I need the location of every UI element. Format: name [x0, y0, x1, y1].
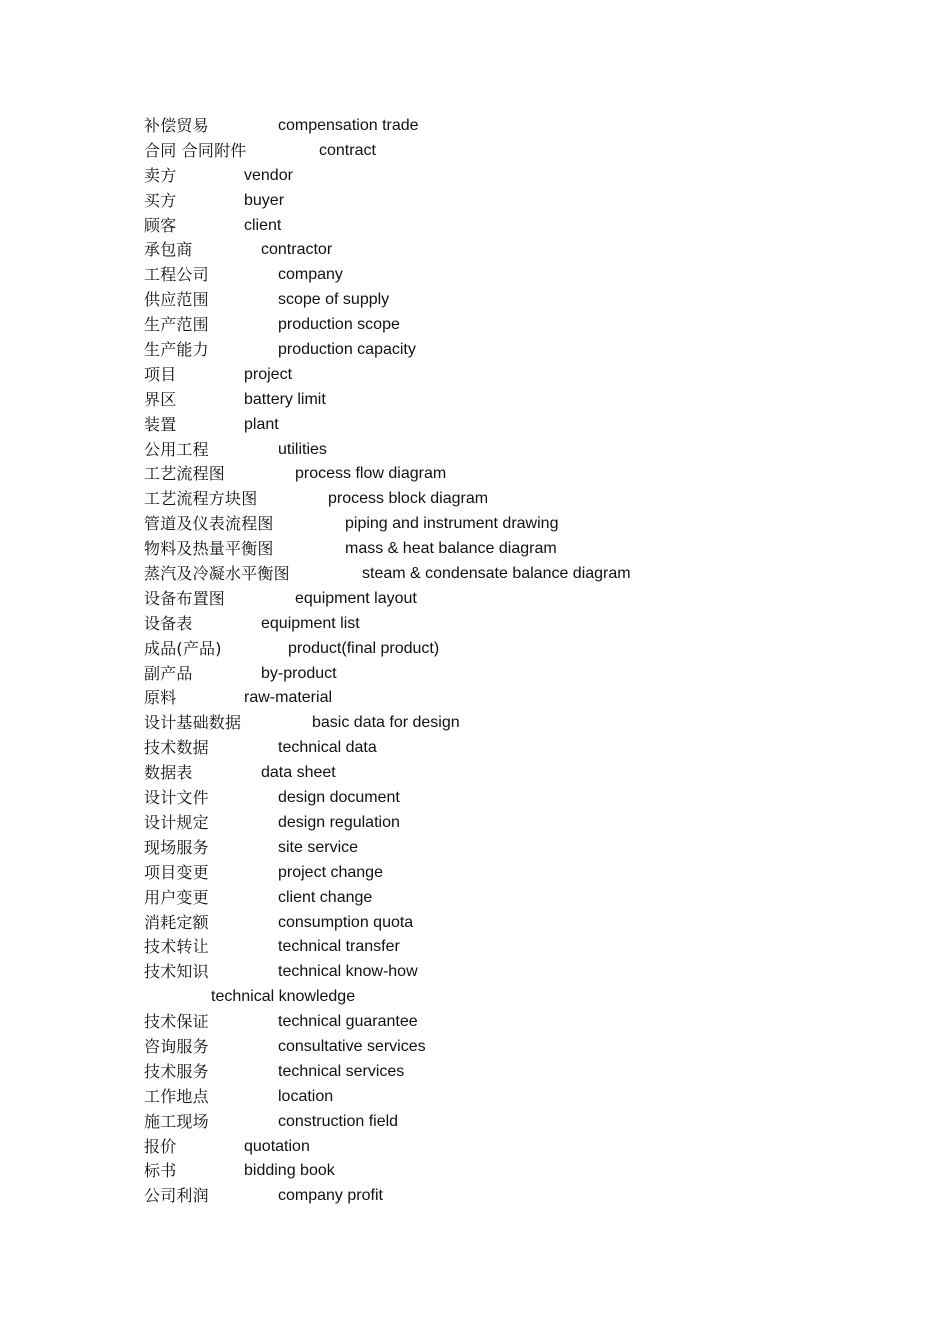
chinese-term: 成品(产品) — [144, 638, 222, 658]
glossary-entry — [144, 462, 844, 487]
english-term: vendor — [244, 166, 293, 184]
chinese-term: 技术知识 — [144, 962, 209, 982]
english-term: technical data — [278, 739, 377, 757]
chinese-term: 公用工程 — [144, 439, 209, 459]
chinese-term: 工作地点 — [144, 1086, 209, 1106]
glossary-entry — [144, 164, 844, 189]
chinese-term: 物料及热量平衡图 — [144, 539, 274, 559]
chinese-term: 技术转让 — [144, 937, 209, 957]
english-term: equipment layout — [295, 589, 417, 607]
chinese-term: 生产范围 — [144, 315, 209, 335]
english-term: scope of supply — [278, 291, 390, 309]
english-term: project — [244, 365, 293, 383]
chinese-term: 项目变更 — [144, 862, 209, 882]
chinese-term: 设计文件 — [144, 788, 209, 808]
glossary-entry — [144, 587, 844, 612]
glossary-entry — [144, 637, 844, 662]
chinese-term: 装置 — [144, 414, 177, 434]
glossary-entry — [144, 960, 844, 985]
english-term: quotation — [244, 1137, 310, 1155]
glossary-entry — [144, 413, 844, 438]
chinese-term: 咨询服务 — [144, 1036, 209, 1056]
glossary-entry — [144, 1135, 844, 1160]
english-term: project change — [278, 863, 383, 881]
glossary-entry — [144, 662, 844, 687]
chinese-term: 用户变更 — [144, 887, 209, 907]
english-term: company — [278, 266, 343, 284]
english-term: process flow diagram — [295, 465, 447, 483]
chinese-term: 卖方 — [144, 165, 177, 185]
chinese-term: 设计基础数据 — [144, 713, 242, 733]
english-term: by-product — [261, 664, 337, 682]
chinese-term: 补偿贸易 — [144, 116, 209, 135]
chinese-term: 现场服务 — [144, 837, 209, 857]
english-term: process block diagram — [328, 490, 489, 508]
glossary-entry — [144, 1085, 844, 1110]
english-term-continuation: technical knowledge — [211, 988, 356, 1006]
glossary-entry — [144, 811, 844, 836]
english-term: basic data for design — [312, 714, 460, 732]
glossary-list — [144, 114, 844, 1209]
glossary-entry — [144, 1110, 844, 1135]
chinese-term: 技术服务 — [144, 1061, 209, 1081]
chinese-term: 原料 — [144, 688, 177, 708]
chinese-term: 生产能力 — [144, 340, 209, 360]
english-term: product(final product) — [288, 639, 440, 657]
glossary-entry — [144, 911, 844, 936]
english-term: raw-material — [244, 689, 333, 707]
english-term: buyer — [244, 191, 285, 209]
glossary-entry — [144, 338, 844, 363]
chinese-term: 消耗定额 — [144, 912, 209, 932]
glossary-entry — [144, 438, 844, 463]
english-term: battery limit — [244, 390, 326, 408]
english-term: piping and instrument drawing — [345, 515, 559, 533]
glossary-entry — [144, 288, 844, 313]
english-term: construction field — [278, 1112, 399, 1130]
english-term: design document — [278, 789, 400, 807]
glossary-entry — [144, 537, 844, 562]
glossary-entry — [144, 562, 844, 587]
chinese-term: 项目 — [144, 364, 177, 384]
glossary-entry — [144, 786, 844, 811]
chinese-term: 副产品 — [144, 663, 193, 683]
glossary-entry — [144, 139, 844, 164]
glossary-entry — [144, 512, 844, 537]
english-term: production capacity — [278, 341, 416, 359]
glossary-entry — [144, 736, 844, 761]
glossary-entry — [144, 189, 844, 214]
chinese-term: 公司利润 — [144, 1186, 209, 1206]
english-term: technical services — [278, 1062, 405, 1080]
glossary-entry — [144, 612, 844, 637]
chinese-term: 工艺流程方块图 — [144, 489, 258, 509]
chinese-term: 标书 — [144, 1161, 177, 1181]
glossary-entry — [144, 711, 844, 736]
glossary-entry — [144, 313, 844, 338]
english-term: technical know-how — [278, 963, 418, 981]
english-term: mass & heat balance diagram — [345, 540, 557, 558]
chinese-term: 顾客 — [144, 215, 177, 235]
chinese-term: 技术保证 — [144, 1012, 209, 1032]
glossary-entry — [144, 886, 844, 911]
chinese-term: 设备表 — [144, 613, 193, 633]
glossary-entry — [144, 388, 844, 413]
english-term: data sheet — [261, 764, 336, 782]
glossary-entry — [144, 1060, 844, 1085]
glossary-entry — [144, 363, 844, 388]
chinese-term: 工艺流程图 — [144, 464, 226, 484]
chinese-term: 界区 — [144, 389, 177, 409]
english-term: client change — [278, 888, 373, 906]
english-term: location — [278, 1087, 334, 1105]
glossary-entry-continuation — [144, 985, 844, 1010]
glossary-entry — [144, 686, 844, 711]
glossary-entry — [144, 263, 844, 288]
chinese-term: 买方 — [144, 190, 177, 210]
english-term: compensation trade — [278, 117, 419, 134]
glossary-entry — [144, 1010, 844, 1035]
english-term: contractor — [261, 241, 333, 259]
chinese-term: 设计规定 — [144, 812, 209, 832]
english-term: utilities — [278, 440, 327, 458]
english-term: client — [244, 216, 282, 234]
glossary-entry — [144, 761, 844, 786]
chinese-term: 报价 — [144, 1136, 177, 1156]
english-term: bidding book — [244, 1162, 335, 1180]
glossary-entry — [144, 935, 844, 960]
glossary-entry — [144, 238, 844, 263]
chinese-term: 承包商 — [144, 240, 193, 260]
glossary-entry — [144, 487, 844, 512]
english-term: equipment list — [261, 614, 360, 632]
glossary-entry — [144, 214, 844, 239]
english-term: design regulation — [278, 813, 400, 831]
chinese-term: 蒸汽及冷凝水平衡图 — [144, 564, 290, 584]
glossary-entry — [144, 861, 844, 886]
english-term: production scope — [278, 316, 400, 334]
chinese-term: 数据表 — [144, 763, 193, 783]
chinese-term: 管道及仪表流程图 — [144, 514, 274, 534]
chinese-term: 工程公司 — [144, 265, 209, 285]
english-term: site service — [278, 838, 359, 856]
english-term: steam & condensate balance diagram — [362, 565, 631, 583]
english-term: technical transfer — [278, 938, 400, 956]
english-term: plant — [244, 415, 279, 433]
glossary-entry — [144, 114, 844, 139]
glossary-entry — [144, 836, 844, 861]
chinese-term: 供应范围 — [144, 290, 209, 310]
chinese-term: 技术数据 — [144, 738, 209, 758]
glossary-entry — [144, 1035, 844, 1060]
english-term: contract — [319, 141, 376, 159]
chinese-term: 施工现场 — [144, 1111, 209, 1131]
chinese-term: 合同 合同附件 — [144, 140, 247, 160]
english-term: consumption quota — [278, 913, 414, 931]
english-term: consultative services — [278, 1037, 426, 1055]
chinese-term: 设备布置图 — [144, 588, 226, 608]
glossary-entry — [144, 1159, 844, 1184]
english-term: company profit — [278, 1187, 383, 1205]
english-term: technical guarantee — [278, 1013, 418, 1031]
glossary-entry — [144, 1184, 844, 1209]
